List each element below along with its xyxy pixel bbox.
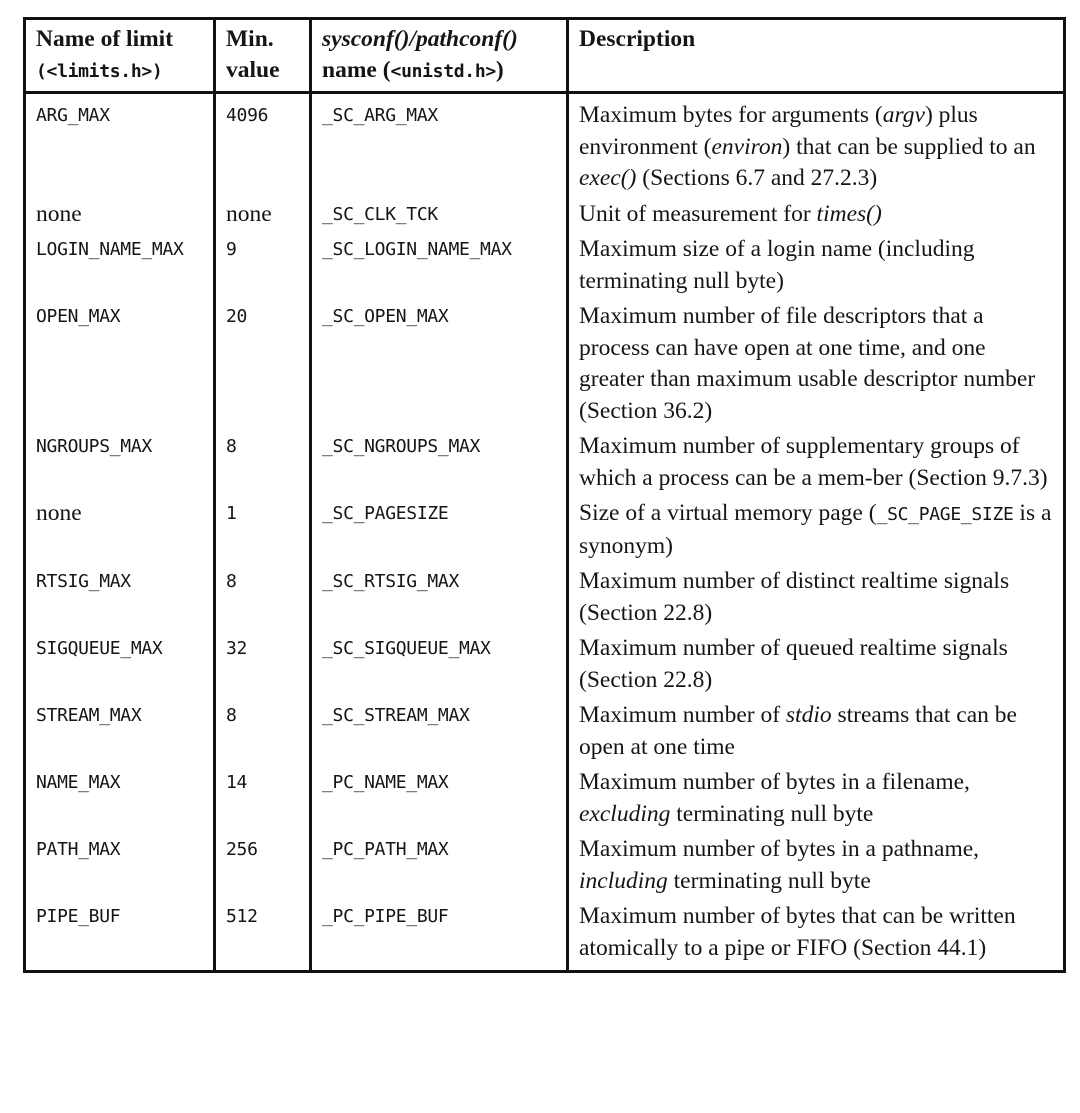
cell-min-value: 8: [215, 429, 311, 496]
cell-sysconf-name: _SC_STREAM_MAX: [311, 698, 568, 765]
header-sysconf-functions: sysconf()/pathconf(): [322, 26, 518, 52]
cell-description: [568, 197, 1065, 233]
table-header: [25, 19, 1065, 93]
cell-sysconf-name: _SC_ARG_MAX: [311, 93, 568, 197]
cell-description: [568, 564, 1065, 631]
description-text: Maximum number of file descriptors that a process can have open at one time, and one greater than maximum usable descriptor number (Section 36.2): [579, 303, 1036, 424]
cell-limit-name: LOGIN_NAME_MAX: [25, 232, 215, 299]
table-row: [25, 299, 1065, 429]
cell-limit-name: RTSIG_MAX: [25, 564, 215, 631]
description-text: terminating null byte: [667, 867, 871, 894]
description-text: Maximum number of bytes that can be written atomically to a pipe or FIFO (Section 44.1): [579, 903, 1016, 961]
cell-min-value: 32: [215, 631, 311, 698]
header-row: [25, 19, 1065, 93]
cell-min-value: 1: [215, 496, 311, 564]
cell-limit-name: none: [25, 197, 215, 233]
header-description-label: Description: [579, 26, 696, 52]
cell-min-value: 14: [215, 765, 311, 832]
description-text: Maximum number of: [579, 702, 786, 728]
header-name-of-limit-line1: Name of limit: [36, 26, 174, 52]
description-text: terminating null byte: [670, 800, 874, 827]
cell-limit-name: PIPE_BUF: [25, 899, 215, 972]
description-text: (Sections 6.7 and 27.2.3): [636, 165, 878, 191]
cell-description: [568, 232, 1065, 299]
cell-description: [568, 765, 1065, 832]
cell-sysconf-name: _SC_OPEN_MAX: [311, 299, 568, 429]
header-sysconf-name: [311, 19, 568, 93]
cell-description: [568, 899, 1065, 972]
description-emphasis: times(): [816, 200, 882, 227]
cell-min-value: none: [215, 197, 311, 233]
description-text: is a synonym): [579, 500, 1052, 559]
cell-min-value: 20: [215, 299, 311, 429]
description-emphasis: stdio: [785, 702, 832, 728]
table-row: [25, 832, 1065, 899]
cell-description: [568, 698, 1065, 765]
table-row: [25, 899, 1065, 972]
cell-description: [568, 496, 1065, 564]
header-min-line2: value: [226, 57, 280, 83]
cell-min-value: 256: [215, 832, 311, 899]
cell-sysconf-name: _PC_PATH_MAX: [311, 832, 568, 899]
cell-limit-name: NGROUPS_MAX: [25, 429, 215, 496]
cell-sysconf-name: _SC_RTSIG_MAX: [311, 564, 568, 631]
header-description: [568, 19, 1065, 93]
description-text: Maximum number of bytes in a filename,: [579, 769, 970, 795]
description-emphasis: argv: [882, 102, 925, 128]
cell-sysconf-name: _SC_PAGESIZE: [311, 496, 568, 564]
cell-sysconf-name: _SC_LOGIN_NAME_MAX: [311, 232, 568, 299]
header-sysconf-prefix: name (: [322, 57, 391, 83]
table-row: [25, 496, 1065, 564]
description-text: Size of a virtual memory page (: [579, 500, 877, 526]
description-text: Maximum size of a login name (including terminating null byte): [579, 236, 975, 294]
description-text: Maximum number of bytes in a pathname,: [579, 836, 980, 862]
header-name-of-limit: [25, 19, 215, 93]
description-text: streams that can be open at one time: [579, 702, 1017, 760]
cell-sysconf-name: _PC_PIPE_BUF: [311, 899, 568, 972]
table-row: [25, 631, 1065, 698]
cell-description: [568, 429, 1065, 496]
description-text: Maximum number of distinct realtime signals (Section 22.8): [579, 568, 1010, 626]
cell-limit-name: STREAM_MAX: [25, 698, 215, 765]
header-min-value: [215, 19, 311, 93]
cell-limit-name: SIGQUEUE_MAX: [25, 631, 215, 698]
header-sysconf-suffix: ): [495, 57, 504, 83]
cell-description: [568, 93, 1065, 197]
table-row: [25, 564, 1065, 631]
table-row: [25, 698, 1065, 765]
limits-table: [23, 17, 1066, 973]
description-emphasis: environ: [711, 133, 783, 160]
cell-sysconf-name: _SC_NGROUPS_MAX: [311, 429, 568, 496]
table-row: [25, 197, 1065, 233]
cell-description: [568, 299, 1065, 429]
description-emphasis: exec(): [579, 165, 637, 191]
cell-min-value: 9: [215, 232, 311, 299]
cell-description: [568, 631, 1065, 698]
description-text: Maximum number of queued realtime signals (Section 22.8): [579, 635, 1008, 693]
description-text: ) plus environment (: [579, 102, 978, 160]
cell-sysconf-name: _SC_CLK_TCK: [311, 197, 568, 233]
table-row: [25, 429, 1065, 496]
cell-min-value: 512: [215, 899, 311, 972]
description-text: Unit of measurement for: [579, 200, 817, 227]
cell-limit-name: OPEN_MAX: [25, 299, 215, 429]
header-limits-h: (<limits.h>): [36, 61, 163, 82]
description-code: _SC_PAGE_SIZE: [876, 504, 1014, 525]
description-text: Maximum number of supplementary groups of which a process can be a mem-ber (Section 9.7.3): [579, 433, 1048, 491]
cell-min-value: 8: [215, 698, 311, 765]
cell-sysconf-name: _SC_SIGQUEUE_MAX: [311, 631, 568, 698]
cell-min-value: 8: [215, 564, 311, 631]
header-unistd-h: <unistd.h>: [390, 61, 496, 82]
description-emphasis: excluding: [579, 800, 671, 827]
description-emphasis: including: [579, 867, 668, 894]
table-row: [25, 232, 1065, 299]
description-text: ) that can be supplied to an: [782, 133, 1036, 160]
table-body: [25, 93, 1065, 972]
cell-limit-name: ARG_MAX: [25, 93, 215, 197]
cell-limit-name: NAME_MAX: [25, 765, 215, 832]
cell-limit-name: none: [25, 496, 215, 564]
description-text: Maximum bytes for arguments (: [579, 102, 883, 128]
cell-description: [568, 832, 1065, 899]
cell-limit-name: PATH_MAX: [25, 832, 215, 899]
table-row: [25, 93, 1065, 197]
cell-min-value: 4096: [215, 93, 311, 197]
header-min-line1: Min.: [226, 26, 274, 52]
table-row: [25, 765, 1065, 832]
cell-sysconf-name: _PC_NAME_MAX: [311, 765, 568, 832]
